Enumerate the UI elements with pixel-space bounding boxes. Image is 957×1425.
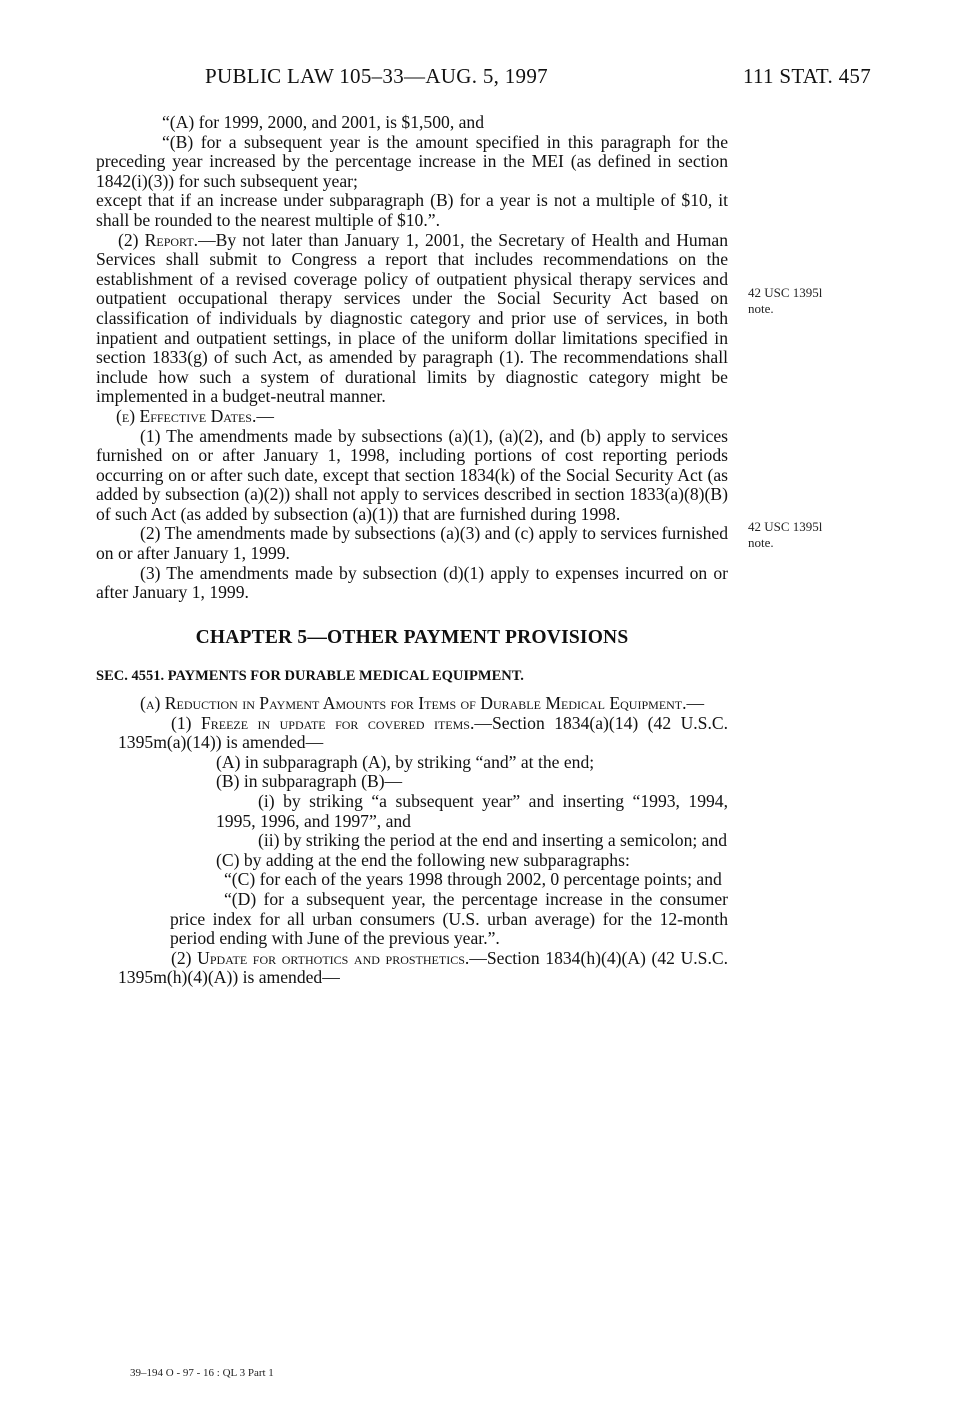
- paragraph: (3) The amendments made by subsection (d)(1) apply to expenses incurred on or after January 1, 1999.: [96, 562, 728, 603]
- paragraph: “(C) for each of the years 1998 through 2002, 0 percentage points; and: [224, 869, 722, 890]
- running-head: PUBLIC LAW 105–33—AUG. 5, 1997: [205, 64, 548, 88]
- paragraph-text: —: [686, 693, 705, 714]
- paragraph: except that if an increase under subparagraph (B) for a year is not a multiple of $10, it shall be rounded to the nearest multiple of $10.”.: [96, 190, 728, 230]
- section-heading: SEC. 4551. PAYMENTS FOR DURABLE MEDICAL EQUIPMENT.: [96, 668, 524, 685]
- paragraph: (i) by striking “a subsequent year” and inserting “1993, 1994, 1995, 1996, and 1997”, and: [216, 791, 728, 831]
- paragraph-update: [96, 949, 728, 988]
- paragraph-freeze: [96, 714, 728, 753]
- printer-footer: 39–194 O - 97 - 16 : QL 3 Part 1: [130, 1367, 274, 1379]
- paragraph-text: —By not later than January 1, 2001, the Secretary of Health and Human Services shall submit to Congress a report that includes recommendations on the establishment of a revised coverage policy of outpatient physical therapy services and outpatient occupational therapy services under the Social Security Act based on classification of individuals by diagnostic category and prior use of services, in both inpatient and outpatient settings, in place of the uniform dollar limitations specified in section 1833(g) of such Act, as amended by paragraph (1). The recommendations shall include how such a system of durational limits by diagnostic category might be implemented in a budget-neutral manner.: [96, 229, 728, 407]
- paragraph: “(D) for a subsequent year, the percentage increase in the consumer price index for all urban consumers (U.S. urban average) for the 12-month period ending with June of the previous year.”.: [170, 888, 728, 949]
- statute-page-number: 111 STAT. 457: [742, 64, 871, 88]
- paragraph: (B) in subparagraph (B)—: [216, 771, 403, 792]
- margin-note-line: note.: [748, 301, 774, 316]
- paragraph-text: —Section 1834(a)(14) (42 U.S.C. 1395m(a)(14)) is amended—: [118, 712, 728, 753]
- margin-note-citation: [748, 285, 868, 317]
- paragraph: (2) The amendments made by subsections (a)(3) and (c) apply to services furnished on or after January 1, 1999.: [96, 523, 728, 564]
- paragraph-text: —Section 1834(h)(4)(A) (42 U.S.C. 1395m(h)(4)(A)) is amended—: [118, 947, 728, 988]
- paragraph-effective-dates: [96, 407, 728, 427]
- paragraph: “(A) for 1999, 2000, and 2001, is $1,500, and: [162, 112, 485, 132]
- margin-note-citation: [748, 519, 868, 551]
- paragraph: (1) The amendments made by subsections (a)(1), (a)(2), and (b) apply to services furnished on or after January 1, 1998, including portions of cost reporting periods occurring on or after such date, except that section 1834(k) of the Social Security Act (as added by subsection (a)(2)) shall not apply to services described in section 1833(a)(8)(B) of such Act (as added by subsection (a)(1)) that are furnished during 1998.: [96, 425, 728, 524]
- paragraph-heading: (a) Reduction in Payment Amounts for Items of Durable Medical Equipment.: [140, 693, 687, 714]
- paragraph: (A) in subparagraph (A), by striking “and” at the end;: [216, 751, 595, 772]
- paragraph: (ii) by striking the period at the end and inserting a semicolon; and: [258, 830, 728, 851]
- margin-note-line: note.: [748, 535, 774, 550]
- paragraph-subsection: [96, 694, 728, 714]
- paragraph-heading: (2) Report.: [118, 229, 199, 250]
- page-header: [205, 64, 871, 94]
- chapter-heading: CHAPTER 5—OTHER PAYMENT PROVISIONS: [195, 626, 629, 648]
- paragraph-heading: (1) Freeze in update for covered items.: [171, 712, 475, 733]
- margin-note-line: 42 USC 1395l: [748, 285, 823, 300]
- paragraph: (C) by adding at the end the following new subparagraphs:: [216, 849, 630, 870]
- paragraph-heading: (e) Effective Dates.: [116, 405, 257, 426]
- paragraph: “(B) for a subsequent year is the amount specified in this paragraph for the preceding year increased by the percentage increase in the MEI (as defined in section 1842(i)(3)) for such subsequent year;: [96, 131, 728, 191]
- paragraph-heading: (2) Update for orthotics and prosthetics.: [171, 947, 470, 968]
- body-text: [96, 113, 728, 988]
- margin-note-line: 42 USC 1395l: [748, 519, 823, 534]
- paragraph-text: —: [256, 405, 274, 426]
- paragraph-report: [96, 231, 728, 407]
